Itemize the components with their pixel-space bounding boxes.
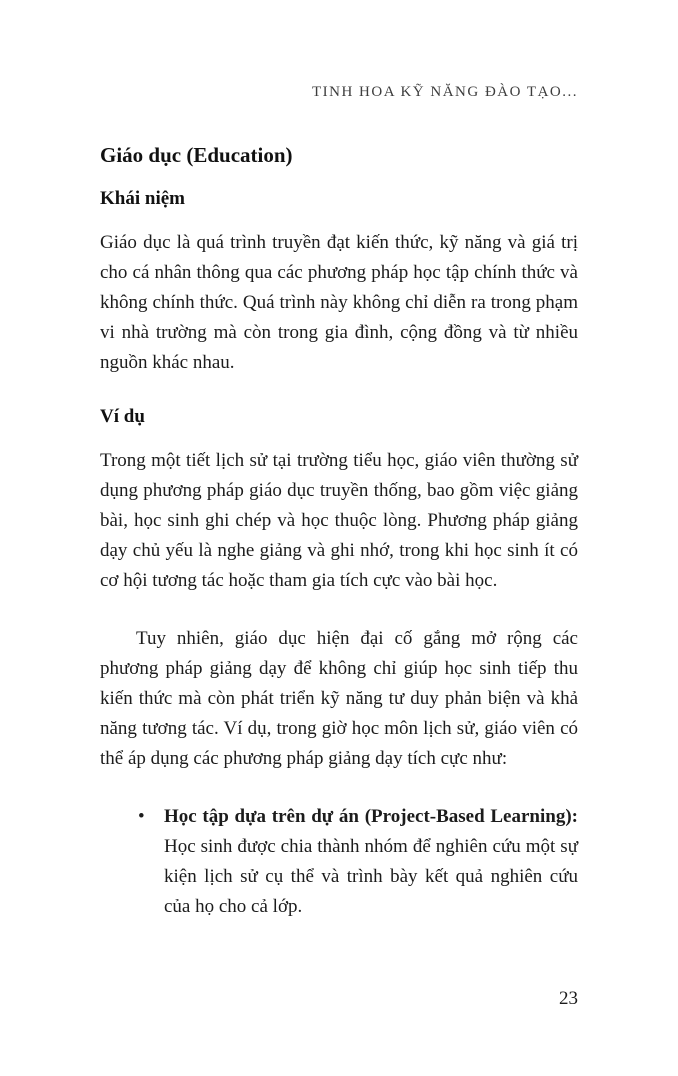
- bullet-icon: •: [138, 806, 145, 827]
- example-heading: Ví dụ: [100, 406, 145, 427]
- bullet-item-project-based-learning: [100, 802, 578, 922]
- bullet-text: Học sinh được chia thành nhóm để nghiên cứu một sự kiện lịch sử cụ thể và trình bày kết quả nghiên cứu của họ cho cả lớp.: [164, 836, 578, 917]
- example-paragraph-1: Trong một tiết lịch sử tại trường tiểu học, giáo viên thường sử dụng phương pháp giáo dục truyền thống, bao gồm việc giảng bài, học sinh ghi chép và học thuộc lòng. Phương pháp giảng dạy chủ yếu là nghe giảng và ghi nhớ, trong khi học sinh ít có cơ hội tương tác hoặc tham gia tích cực vào bài học.: [100, 450, 578, 591]
- bullet-lead-bold: Học tập dựa trên dự án (Project-Based Learning):: [164, 806, 578, 827]
- example-paragraph-2: Tuy nhiên, giáo dục hiện đại cố gắng mở rộng các phương pháp giảng dạy để không chỉ giúp học sinh tiếp thu kiến thức mà còn phát triển kỹ năng tư duy phản biện và khả năng tương tác. Ví dụ, trong giờ học môn lịch sử, giáo viên có thể áp dụng các phương pháp giảng dạy tích cực như:: [100, 628, 578, 769]
- running-header: TINH HOA KỸ NĂNG ĐÀO TẠO...: [311, 84, 578, 100]
- concept-paragraph: Giáo dục là quá trình truyền đạt kiến thức, kỹ năng và giá trị cho cá nhân thông qua các phương pháp học tập chính thức và không chính thức. Quá trình này không chỉ diễn ra trong phạm vi nhà trường mà còn trong gia đình, cộng đồng và từ nhiều nguồn khác nhau.: [100, 232, 578, 373]
- page-number: 23: [559, 988, 578, 1009]
- concept-heading: Khái niệm: [100, 188, 185, 209]
- page-content: [100, 84, 578, 922]
- page-title: Giáo dục (Education): [100, 143, 293, 167]
